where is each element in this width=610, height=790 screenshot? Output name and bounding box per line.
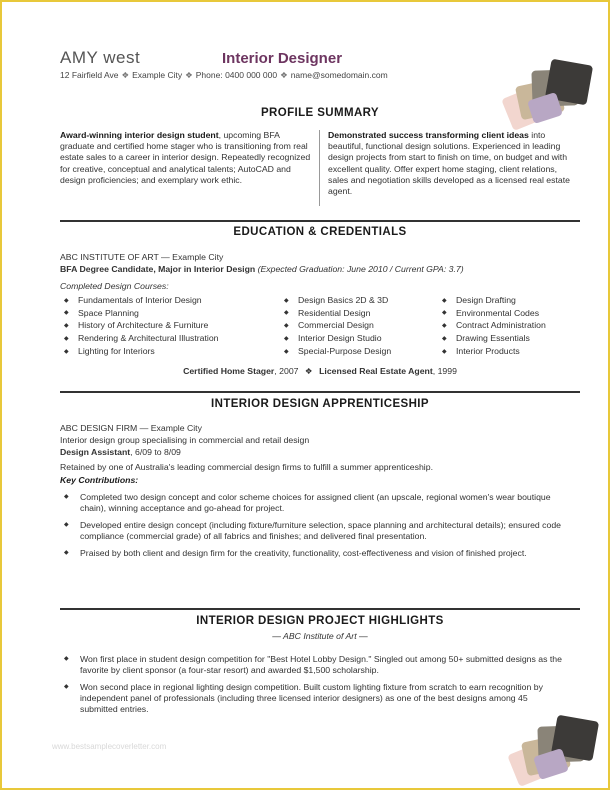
course-item: ◆ Fundamentals of Interior Design (64, 295, 202, 305)
bullet-icon: ◆ (64, 550, 69, 556)
course-item: ◆ History of Architecture & Furniture (64, 320, 209, 331)
course-item: ◆ Interior Products (442, 345, 520, 356)
city: Example City (132, 70, 183, 80)
profile-summary-heading: PROFILE SUMMARY (260, 107, 380, 119)
course-column-2 (284, 294, 391, 358)
bullet-icon: ◆ (284, 310, 289, 317)
course-item: ◆ Design Drafting (442, 295, 516, 305)
bullet-icon: ◆ (64, 348, 69, 355)
contribution-list (64, 492, 564, 565)
bullet-icon: ◆ (64, 297, 69, 304)
contribution-item: ◆ Developed entire design concept (including fixture/furniture selection, space planning and architectural details); ensured code compliance (commercial grade) of all fabrics and finishes; and delivered final presentation. (64, 520, 561, 541)
fabric-swatch-image (506, 716, 602, 788)
project-item: ◆ Won second place in regional lighting design competition. Built custom lighting fixture from scratch to earn recognition by independent panel of professionals (including three licensed interior designers) as one of the best designs among 45 submitted entries. (64, 682, 543, 714)
bullet-icon: ◆ (64, 335, 69, 342)
phone: Phone: 0400 000 000 (195, 70, 278, 80)
bullet-icon: ◆ (64, 310, 69, 317)
bullet-icon: ◆ (64, 494, 69, 500)
bullet-icon: ◆ (284, 335, 289, 342)
course-item: ◆ Design Basics 2D & 3D (284, 295, 389, 305)
resume-header (60, 48, 490, 81)
projects-subheading: — ABC Institute of Art — (272, 631, 368, 641)
bullet-icon: ◆ (442, 348, 447, 355)
course-item: ◆ Special-Purpose Design (284, 345, 392, 356)
section-rule (60, 220, 580, 222)
bullet-icon: ◆ (442, 297, 447, 304)
bullet-icon: ◆ (64, 656, 69, 662)
watermark-text: www.bestsamplecoverletter.com (52, 742, 167, 751)
candidate-name: AMY west (60, 48, 141, 67)
fabric-swatch-image (500, 60, 596, 132)
education-heading: EDUCATION & CREDENTIALS (233, 226, 407, 238)
profile-right-text: Demonstrated success transforming client ideas into beautiful, functional design solutions. Experienced in leading design projects from start to finish on time, on budget and with excellent quality. Offer expert home staging, client relations, sales and negotiation skills developed as a licensed real estate agent. (328, 130, 570, 197)
course-item: ◆ Space Planning (64, 307, 139, 318)
email: name@somedomain.com (290, 70, 388, 80)
course-item: ◆ Environmental Codes (442, 307, 540, 318)
profile-divider (319, 130, 320, 206)
degree-line: BFA Degree Candidate, Major in Interior Design (Expected Graduation: June 2010 / Current GPA: 3.7) (60, 264, 464, 274)
project-list (64, 654, 564, 721)
job-title: Interior Designer (222, 50, 343, 67)
course-item: ◆ Contract Administration (442, 320, 546, 331)
projects-heading: INTERIOR DESIGN PROJECT HIGHLIGHTS (196, 615, 444, 627)
course-item: ◆ Residential Design (284, 307, 371, 318)
course-column-1 (64, 294, 219, 358)
course-item: ◆ Rendering & Architectural Illustration (64, 333, 219, 344)
section-rule (60, 391, 580, 393)
school-name: ABC INSTITUTE OF ART — Example City (60, 252, 224, 262)
bullet-icon: ◆ (442, 323, 447, 330)
course-column-3 (442, 294, 546, 358)
role-line: Design Assistant, 6/09 to 8/09 (60, 447, 181, 457)
certifications-line: Certified Home Stager, 2007 ❖ Licensed Real Estate Agent, 1999 (183, 366, 457, 376)
course-item: ◆ Lighting for Interiors (64, 345, 155, 356)
section-rule (60, 608, 580, 610)
bullet-icon: ◆ (284, 348, 289, 355)
bullet-icon: ◆ (64, 522, 69, 528)
bullet-icon: ◆ (284, 323, 289, 330)
firm-description: Interior design group specialising in commercial and retail design (60, 435, 310, 445)
contact-line: 12 Fairfield Ave ❖ Example City ❖ Phone: 0400 000 000 ❖ name@somedomain.com (60, 70, 388, 80)
address: 12 Fairfield Ave (60, 70, 119, 80)
key-contributions-label: Key Contributions: (60, 475, 139, 485)
apprenticeship-heading: INTERIOR DESIGN APPRENTICESHIP (211, 398, 429, 410)
bullet-icon: ◆ (64, 323, 69, 330)
project-item: ◆ Won first place in student design competition for "Best Hotel Lobby Design." Singled out among 50+ submitted designs as the favorite by client sponsor (a four-star resort) and awarded $1,500 scholarship. (64, 654, 562, 675)
contribution-item: ◆ Praised by both client and design firm for the creativity, functionality, cost-effectiveness and vision of finished project. (64, 548, 527, 558)
course-item: ◆ Drawing Essentials (442, 333, 530, 344)
firm-name: ABC DESIGN FIRM — Example City (60, 423, 202, 433)
courses-label: Completed Design Courses: (60, 281, 169, 291)
bullet-icon: ◆ (284, 297, 289, 304)
resume-page (2, 2, 608, 788)
profile-left-text: Award-winning interior design student, upcoming BFA graduate and certified home stager who is transitioning from real estate sales to a career in interior design. Repeatedly recognized for creative, conceptual and analytical talents; AutoCAD and design proficiencies; and exemplary work ethic. (60, 130, 311, 185)
bullet-icon: ◆ (64, 684, 69, 690)
bullet-icon: ◆ (442, 335, 447, 342)
retained-text: Retained by one of Australia's leading commercial design firms to fulfill a summer apprenticeship. (60, 462, 433, 472)
bullet-icon: ◆ (442, 310, 447, 317)
course-item: ◆ Commercial Design (284, 320, 374, 331)
contribution-item: ◆ Completed two design concept and color scheme choices for assigned client (an upscale, regional women's wear boutique chain), winning acceptance and go-ahead for project. (64, 492, 551, 513)
course-item: ◆ Interior Design Studio (284, 333, 382, 344)
